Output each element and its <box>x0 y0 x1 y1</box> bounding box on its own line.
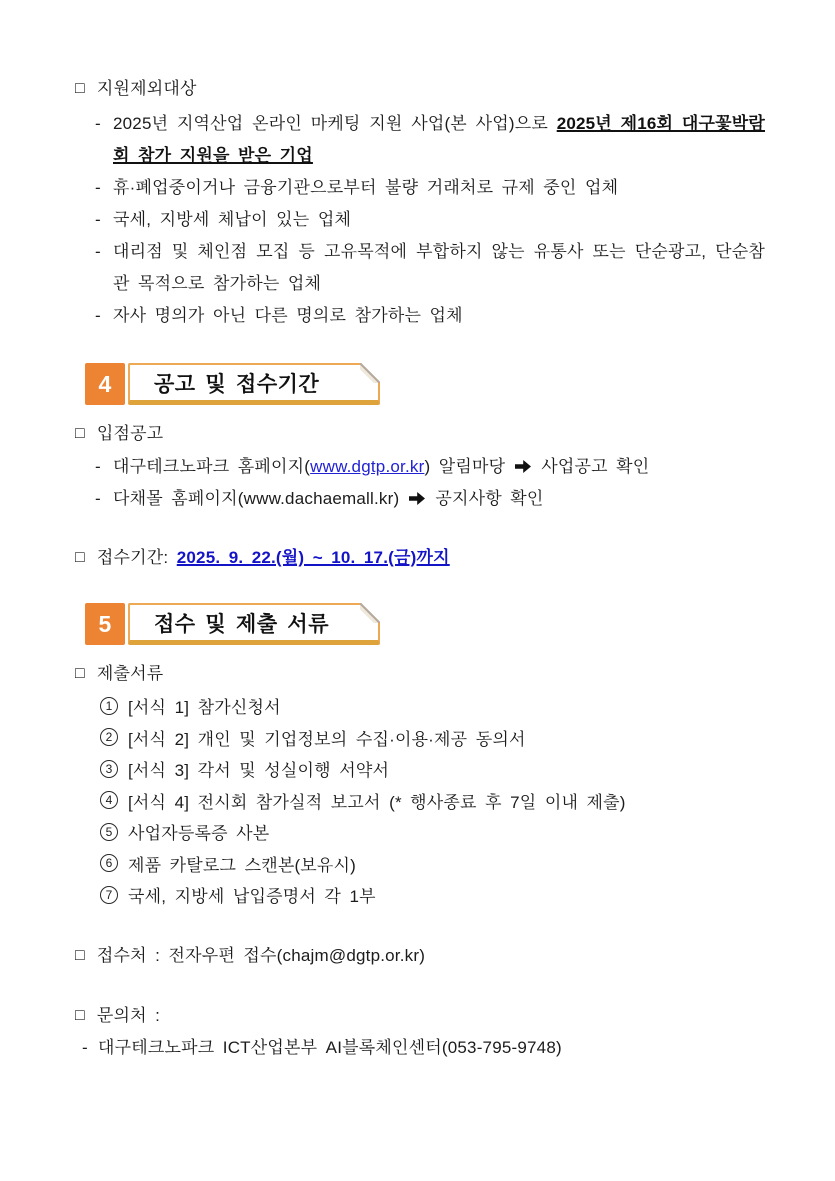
exclusion-heading: 지원제외대상 <box>96 79 197 98</box>
checkbox-icon: □ <box>75 549 85 566</box>
exclusion-item-1-emphasis: 2025년 제16회 대구꽃박람회 참가 지원을 받은 기업 <box>113 114 765 165</box>
notice-line-dachaemall-text <box>113 483 544 515</box>
section-5-title-box <box>128 603 380 645</box>
contact-detail-text: 대구테크노파크 ICT산업본부 AI블록체인센터(053-795-9748) <box>98 1037 562 1057</box>
document-item-text: [서식 2] 개인 및 기업정보의 수집·이용·제공 동의서 <box>128 729 526 749</box>
dgtp-homepage-link[interactable]: www.dgtp.or.kr <box>310 457 425 476</box>
documents-list <box>75 690 765 911</box>
notice-line-dgtp <box>75 451 765 483</box>
dash-bullet-icon: - <box>95 457 101 476</box>
dash-bullet-icon: - <box>95 242 101 261</box>
notice-line-dgtp-text <box>113 451 649 483</box>
exclusion-item-3 <box>75 204 765 236</box>
document-list-item <box>100 690 765 722</box>
exclusion-item-1-normal: 2025년 지역산업 온라인 마케팅 지원 사업(본 사업)으로 <box>113 114 548 133</box>
reception-period-text <box>97 545 450 571</box>
documents-heading-row <box>75 661 765 687</box>
reception-period-value: 2025. 9. 22.(월) ~ 10. 17.(금)까지 <box>176 548 450 567</box>
folded-corner-icon <box>360 603 380 623</box>
checkbox-icon: □ <box>75 80 85 97</box>
dash-bullet-icon: - <box>95 489 101 508</box>
section-5-title: 접수 및 제출 서류 <box>154 612 330 636</box>
document-list-item <box>100 753 765 785</box>
folded-corner-icon <box>360 363 380 383</box>
checkbox-icon: □ <box>75 665 85 682</box>
exclusion-item-3-text: 국세, 지방세 체납이 있는 업체 <box>113 210 352 229</box>
circled-number-icon: 5 <box>100 823 118 841</box>
section-5-number-badge: 5 <box>85 603 125 645</box>
notice-dachaemall-prefix: 다채몰 홈페이지(www.dachaemall.kr) <box>113 489 400 508</box>
notice-heading: 입점공고 <box>96 424 164 443</box>
contact-detail-row <box>82 1035 765 1061</box>
dash-bullet-icon: - <box>95 306 101 325</box>
document-item-text: [서식 3] 각서 및 성실이행 서약서 <box>128 761 390 781</box>
document-content <box>75 76 765 1061</box>
notice-dachaemall-tail: 공지사항 확인 <box>435 489 544 508</box>
document-list-item <box>100 879 765 911</box>
exclusion-item-4-text: 대리점 및 체인점 모집 등 고유목적에 부합하지 않는 유통사 또는 단순광고, 단순참관 목적으로 참가하는 업체 <box>113 242 765 293</box>
document-list-item <box>100 785 765 817</box>
notice-line-dachaemall <box>75 483 765 515</box>
exclusion-item-1-text <box>113 108 765 172</box>
document-item-text: [서식 4] 전시회 참가실적 보고서 (* 행사종료 후 7일 이내 제출) <box>128 792 626 812</box>
exclusion-heading-row <box>75 76 765 102</box>
documents-heading: 제출서류 <box>96 664 164 683</box>
submit-row <box>75 943 765 969</box>
section-4-title-box <box>128 363 380 405</box>
circled-number-icon: 1 <box>100 697 118 715</box>
exclusion-item-5-text: 자사 명의가 아닌 다른 명의로 참가하는 업체 <box>113 306 463 325</box>
dash-bullet-icon: - <box>95 114 101 133</box>
notice-heading-row <box>75 421 765 447</box>
checkbox-icon: □ <box>75 1006 85 1024</box>
document-item-text: 사업자등록증 사본 <box>128 824 270 844</box>
document-item-text: 국세, 지방세 납입증명서 각 1부 <box>128 887 376 907</box>
document-list-item <box>100 816 765 848</box>
reception-period-label: 접수기간: <box>96 548 169 567</box>
circled-number-icon: 4 <box>100 791 118 809</box>
exclusion-item-5 <box>75 300 765 332</box>
document-item-text: [서식 1] 참가신청서 <box>128 698 281 718</box>
document-list-item <box>100 848 765 880</box>
circled-number-icon: 6 <box>100 854 118 872</box>
document-list-item <box>100 722 765 754</box>
exclusion-item-2-text: 휴·폐업중이거나 금융기관으로부터 불량 거래처로 규제 중인 업체 <box>113 178 619 197</box>
notice-dgtp-prefix: 대구테크노파크 홈페이지( <box>113 457 311 476</box>
reception-period-row <box>75 545 765 571</box>
section-4-title: 공고 및 접수기간 <box>154 372 320 396</box>
circled-number-icon: 2 <box>100 728 118 746</box>
notice-dgtp-tail: 사업공고 확인 <box>541 457 650 476</box>
exclusion-item-2 <box>75 172 765 204</box>
notice-dgtp-suffix: ) 알림마당 <box>424 457 506 476</box>
exclusion-item-1 <box>75 108 765 172</box>
right-arrow-icon <box>515 452 531 484</box>
right-arrow-icon <box>409 484 425 516</box>
checkbox-icon: □ <box>75 425 85 442</box>
submit-heading: 접수처 : 전자우편 접수(chajm@dgtp.or.kr) <box>96 945 426 965</box>
checkbox-icon: □ <box>75 946 85 964</box>
circled-number-icon: 7 <box>100 886 118 904</box>
section-4-number-badge: 4 <box>85 363 125 405</box>
document-item-text: 제품 카탈로그 스캔본(보유시) <box>128 855 357 875</box>
section-5-header <box>85 603 765 645</box>
dash-bullet-icon: - <box>82 1037 88 1057</box>
dash-bullet-icon: - <box>95 178 101 197</box>
contact-heading: 문의처 : <box>96 1005 161 1025</box>
circled-number-icon: 3 <box>100 760 118 778</box>
exclusion-item-4 <box>75 236 765 300</box>
section-4-header <box>85 363 765 405</box>
dash-bullet-icon: - <box>95 210 101 229</box>
contact-row <box>75 1003 765 1029</box>
